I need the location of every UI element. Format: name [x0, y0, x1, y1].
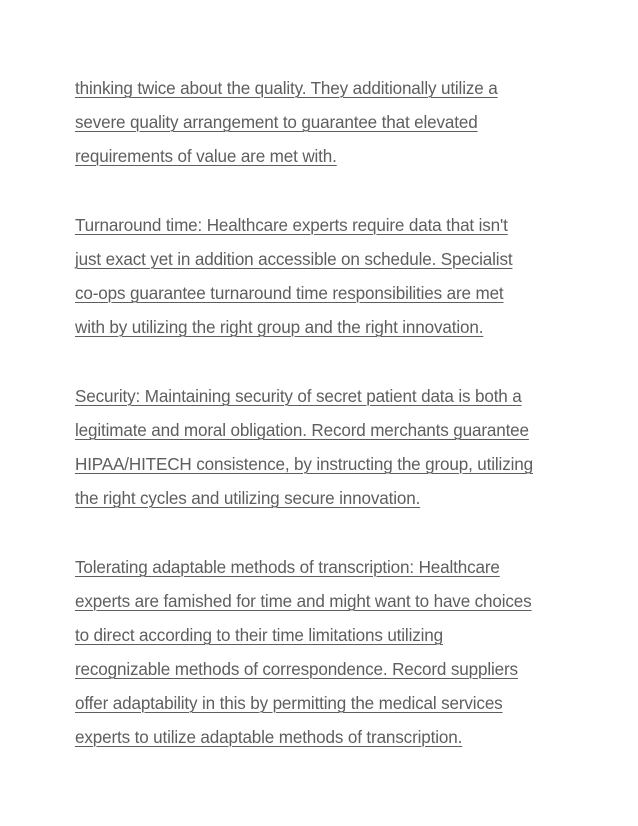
- text-link-line[interactable]: HIPAA/HITECH consistence, by instructing the group, utilizing: [75, 455, 533, 474]
- paragraph-transcription-methods: [75, 551, 575, 755]
- text-link-line[interactable]: Turnaround time: Healthcare experts require data that isn't: [75, 216, 508, 235]
- text-link-line[interactable]: to direct according to their time limitations utilizing: [75, 626, 443, 645]
- text-link-line[interactable]: the right cycles and utilizing secure innovation.: [75, 489, 421, 508]
- text-link-line[interactable]: Security: Maintaining security of secret patient data is both a: [75, 387, 522, 406]
- document-body: [75, 72, 575, 790]
- text-link-line[interactable]: experts to utilize adaptable methods of transcription.: [75, 728, 463, 747]
- text-link-line[interactable]: severe quality arrangement to guarantee that elevated: [75, 113, 478, 132]
- text-link-line[interactable]: thinking twice about the quality. They additionally utilize a: [75, 79, 498, 98]
- paragraph-turnaround-time: [75, 209, 575, 345]
- paragraph-security: [75, 380, 575, 516]
- text-link-line[interactable]: co-ops guarantee turnaround time responsibilities are met: [75, 284, 504, 303]
- text-link-line[interactable]: legitimate and moral obligation. Record merchants guarantee: [75, 421, 529, 440]
- text-link-line[interactable]: with by utilizing the right group and the right innovation.: [75, 318, 484, 337]
- text-link-line[interactable]: recognizable methods of correspondence. Record suppliers: [75, 660, 518, 679]
- text-link-line[interactable]: requirements of value are met with.: [75, 147, 337, 166]
- text-link-line[interactable]: just exact yet in addition accessible on schedule. Specialist: [75, 250, 513, 269]
- text-link-line[interactable]: offer adaptability in this by permitting the medical services: [75, 694, 503, 713]
- text-link-line[interactable]: Tolerating adaptable methods of transcription: Healthcare: [75, 558, 500, 577]
- paragraph-quality: [75, 72, 575, 174]
- text-link-line[interactable]: experts are famished for time and might want to have choices: [75, 592, 532, 611]
